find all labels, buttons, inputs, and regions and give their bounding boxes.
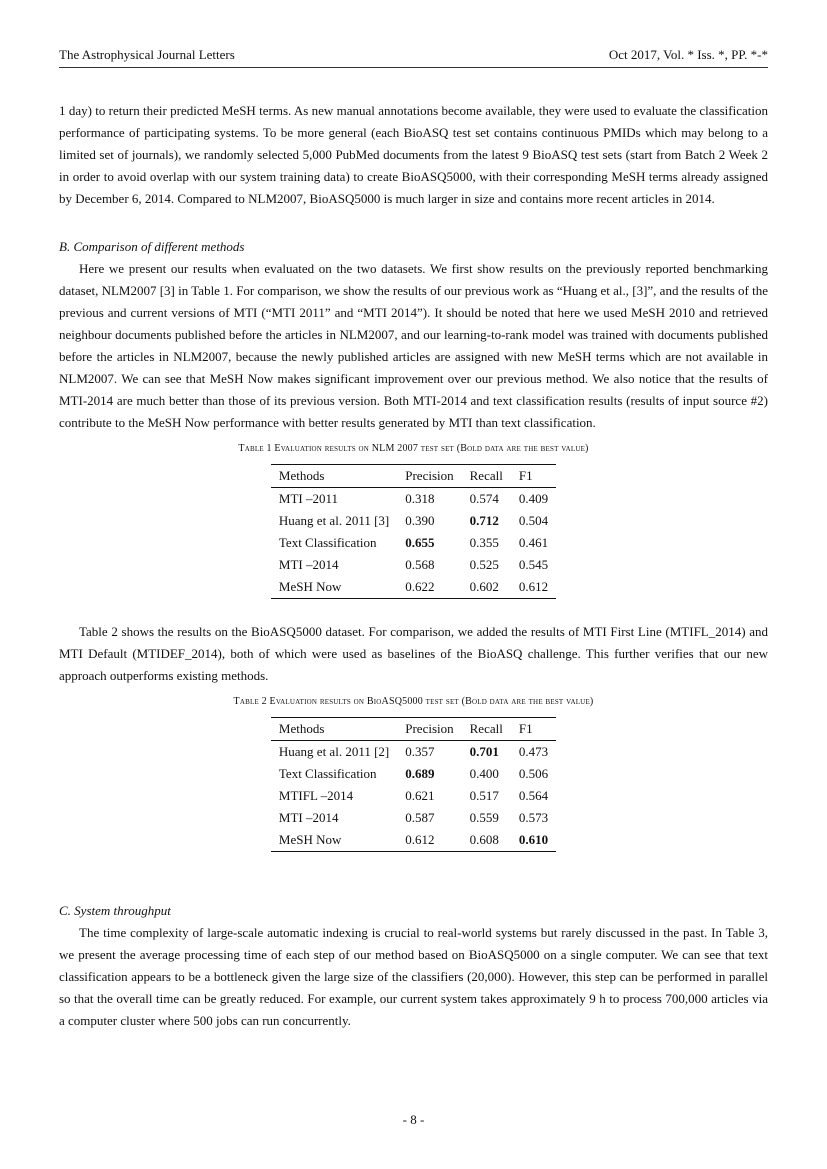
table-1-header-row [271, 465, 556, 488]
table-row [271, 763, 556, 785]
table-cell: 0.409 [518, 491, 549, 506]
table-cell: 0.568 [405, 557, 435, 572]
table-cell: 0.701 [469, 744, 499, 759]
column-header: Recall [469, 721, 503, 736]
table-cell: 0.655 [405, 535, 435, 550]
table-2 [271, 717, 556, 852]
section-c-title: C. System throughput [59, 903, 171, 918]
table-row [271, 829, 556, 852]
column-header: Recall [469, 468, 503, 483]
table-cell: 0.622 [405, 579, 435, 594]
table-cell: 0.400 [469, 766, 499, 781]
journal-name: The Astrophysical Journal Letters [59, 47, 235, 62]
section-c-paragraph-1: The time complexity of large-scale automatic indexing is crucial to real-world systems but rarely discussed in the past. In Table 3, we present the average processing time of each step of our method based on BioASQ5000 on a single computer. We can see that text classification appears to be a bottleneck given the large size of the classifiers (20,000). However, this step can be performed in parallel so that the overall time can be greatly reduced. For example, our current system takes approximately 9 h to process 700,000 articles via a computer cluster where 500 jobs can run concurrently. [59, 925, 768, 1028]
section-b-title: B. Comparison of different methods [59, 239, 245, 254]
column-header: Methods [278, 468, 325, 483]
table-cell: 0.525 [469, 557, 499, 572]
table-cell: 0.689 [405, 766, 435, 781]
table-cell: 0.355 [469, 535, 499, 550]
table-row [271, 554, 556, 576]
table-cell: 0.473 [518, 744, 549, 759]
table-cell: 0.573 [518, 810, 549, 825]
table-1 [271, 464, 556, 599]
table-cell: MeSH Now [278, 579, 342, 594]
table-cell: MTI –2011 [278, 491, 338, 506]
table-cell: 0.564 [518, 788, 549, 803]
table-cell: 0.545 [518, 557, 549, 572]
table-cell: MTI –2014 [278, 810, 339, 825]
table-cell: 0.621 [405, 788, 435, 803]
column-header: Precision [405, 721, 454, 736]
table-cell: Text Classification [278, 766, 377, 781]
table-row [271, 510, 556, 532]
table-cell: Huang et al. 2011 [2] [278, 744, 390, 759]
table-row [271, 807, 556, 829]
table-cell: MeSH Now [278, 832, 342, 847]
table-row [271, 532, 556, 554]
column-header: Precision [405, 468, 454, 483]
table-cell: 0.318 [405, 491, 435, 506]
table-cell: 0.390 [405, 513, 435, 528]
table-cell: MTIFL –2014 [278, 788, 354, 803]
table-cell: 0.612 [518, 579, 549, 594]
table-cell: 0.461 [518, 535, 549, 550]
column-header: F1 [518, 721, 533, 736]
table-cell: MTI –2014 [278, 557, 339, 572]
table-cell: 0.602 [469, 579, 499, 594]
table-cell: Huang et al. 2011 [3] [278, 513, 390, 528]
table-row [271, 488, 556, 511]
table-cell: 0.608 [469, 832, 499, 847]
section-b-paragraph-1: Here we present our results when evaluated on the two datasets. We first show results on the previously reported benchmarking dataset, NLM2007 [3] in Table 1. For comparison, we show the results of our previous work as “Huang et al., [3]”, and the results of the previous and current versions of MTI (“MTI 2011” and “MTI 2014”). It should be noted that here we used MeSH 2010 and retrieved neighbour documents published before the articles in NLM2007, and our learning-to-rank model was trained with documents published before the articles in NLM2007, because the newly published articles are assigned with new MeSH terms which are not available in NLM2007. We can see that MeSH Now makes significant improvement over our previous method. We also notice that the results of MTI-2014 are much better than those of its previous version. Both MTI-2014 and text classification results (results of input source #2) contribute to the MeSH Now performance with better results generated by MTI than text classification. [59, 261, 768, 430]
table-cell: 0.587 [405, 810, 435, 825]
table-cell: 0.357 [405, 744, 435, 759]
running-header [59, 47, 768, 68]
table-row [271, 785, 556, 807]
table-cell: 0.610 [518, 832, 549, 847]
table-cell: 0.574 [469, 491, 499, 506]
table-cell: 0.559 [469, 810, 499, 825]
table-cell: 0.517 [469, 788, 499, 803]
table-2-caption: Table 2 Evaluation results on BioASQ5000 test set (Bold data are the best value) [233, 696, 594, 707]
table-cell: 0.712 [469, 513, 499, 528]
table-row [271, 741, 556, 764]
column-header: F1 [518, 468, 533, 483]
section-b-paragraph-2: Table 2 shows the results on the BioASQ5000 dataset. For comparison, we added the results of MTI First Line (MTIFL_2014) and MTI Default (MTIDEF_2014), both of which were used as baselines of the BioASQ challenge. This further verifies that our new approach outperforms existing methods. [59, 624, 768, 683]
intro-paragraph: 1 day) to return their predicted MeSH terms. As new manual annotations become available, they were used to evaluate the classification performance of participating systems. To be more general (each BioASQ test set contains continuous PMIDs which may belong to a limited set of journals), we randomly selected 5,000 PubMed documents from the latest 9 BioASQ test sets (start from Batch 2 Week 2 in order to avoid overlap with our system training data) to create BioASQ5000, with their corresponding MeSH terms already assigned by December 6, 2014. Compared to NLM2007, BioASQ5000 is much larger in size and contains more recent articles in 2014. [59, 103, 768, 206]
table-cell: 0.506 [518, 766, 549, 781]
table-1-caption: Table 1 Evaluation results on NLM 2007 test set (Bold data are the best value) [238, 443, 589, 454]
page-number: - 8 - [402, 1112, 425, 1127]
table-cell: 0.612 [405, 832, 435, 847]
page-content [59, 100, 768, 1032]
table-cell: Text Classification [278, 535, 377, 550]
table-cell: 0.504 [518, 513, 549, 528]
table-2-header-row [271, 718, 556, 741]
column-header: Methods [278, 721, 325, 736]
table-row [271, 576, 556, 599]
issue-info: Oct 2017, Vol. * Iss. *, PP. *-* [608, 47, 768, 62]
